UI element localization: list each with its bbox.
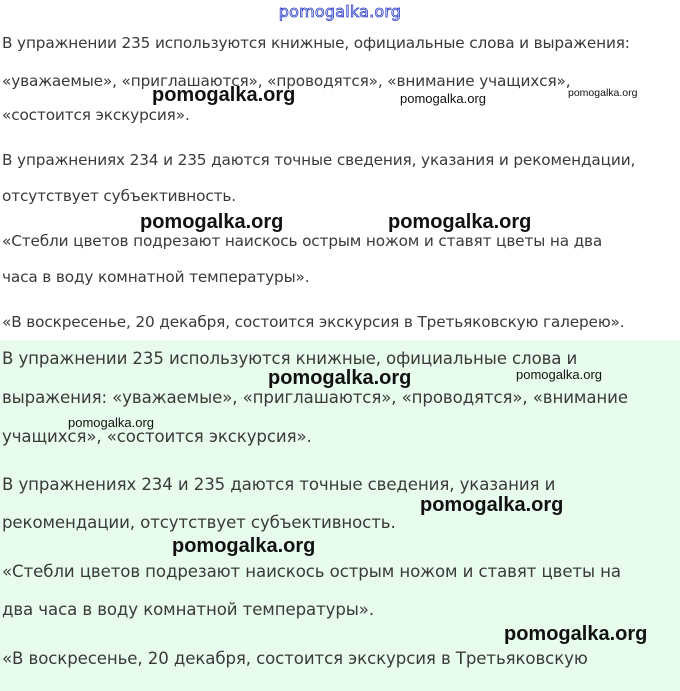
bottom-text-panel (0, 340, 680, 691)
watermark: pomogalka.org (140, 211, 284, 233)
bottom-p1-line-3: учащихся», «состоится экскурсия». (2, 427, 312, 446)
top-p1-line-2: «уважаемые», «приглашаются», «проводятся», «внимание учащихся», (2, 72, 571, 90)
bottom-p4-line-1: «В воскресенье, 20 декабря, состоится экскурсия в Третьяковскую (2, 649, 588, 668)
bottom-p2-line-1: В упражнениях 234 и 235 даются точные сведения, указания и (2, 475, 556, 494)
watermark: pomogalka.org (400, 91, 486, 106)
top-p2-line-1: В упражнениях 234 и 235 даются точные сведения, указания и рекомендации, (2, 151, 636, 169)
bottom-p3-line-2: два часа в воду комнатной температуры». (2, 600, 375, 619)
watermark: pomogalka.org (516, 367, 602, 382)
watermark: pomogalka.org (568, 87, 638, 99)
watermark: pomogalka.org (172, 535, 316, 557)
watermark: pomogalka.org (420, 494, 564, 516)
watermark: pomogalka.org (68, 415, 154, 430)
bottom-p3-line-1: «Стебли цветов подрезают наискось острым ножом и ставят цветы на (2, 562, 621, 581)
bottom-p1-line-2: выражения: «уважаемые», «приглашаются», «проводятся», «внимание (2, 388, 628, 407)
header-watermark: pomogalka.org (278, 2, 402, 21)
top-p2-line-2: отсутствует субъективность. (2, 187, 236, 205)
top-p3-line-1: «Стебли цветов подрезают наискось острым ножом и ставят цветы на два (2, 232, 603, 250)
watermark: pomogalka.org (504, 623, 648, 645)
bottom-p1-line-1: В упражнении 235 используются книжные, официальные слова и (2, 349, 578, 368)
bottom-p2-line-2: рекомендации, отсутствует субъективность. (2, 513, 396, 532)
watermark: pomogalka.org (152, 84, 296, 106)
top-p3-line-2: часа в воду комнатной температуры». (2, 268, 310, 286)
top-p4-line-1: «В воскресенье, 20 декабря, состоится экскурсия в Третьяковскую галерею». (2, 313, 625, 331)
top-p1-line-1: В упражнении 235 используются книжные, официальные слова и выражения: (2, 34, 630, 52)
top-text-panel (0, 0, 680, 340)
watermark: pomogalka.org (268, 367, 412, 389)
top-p1-line-3: «состоится экскурсия». (2, 106, 190, 124)
watermark: pomogalka.org (388, 211, 532, 233)
